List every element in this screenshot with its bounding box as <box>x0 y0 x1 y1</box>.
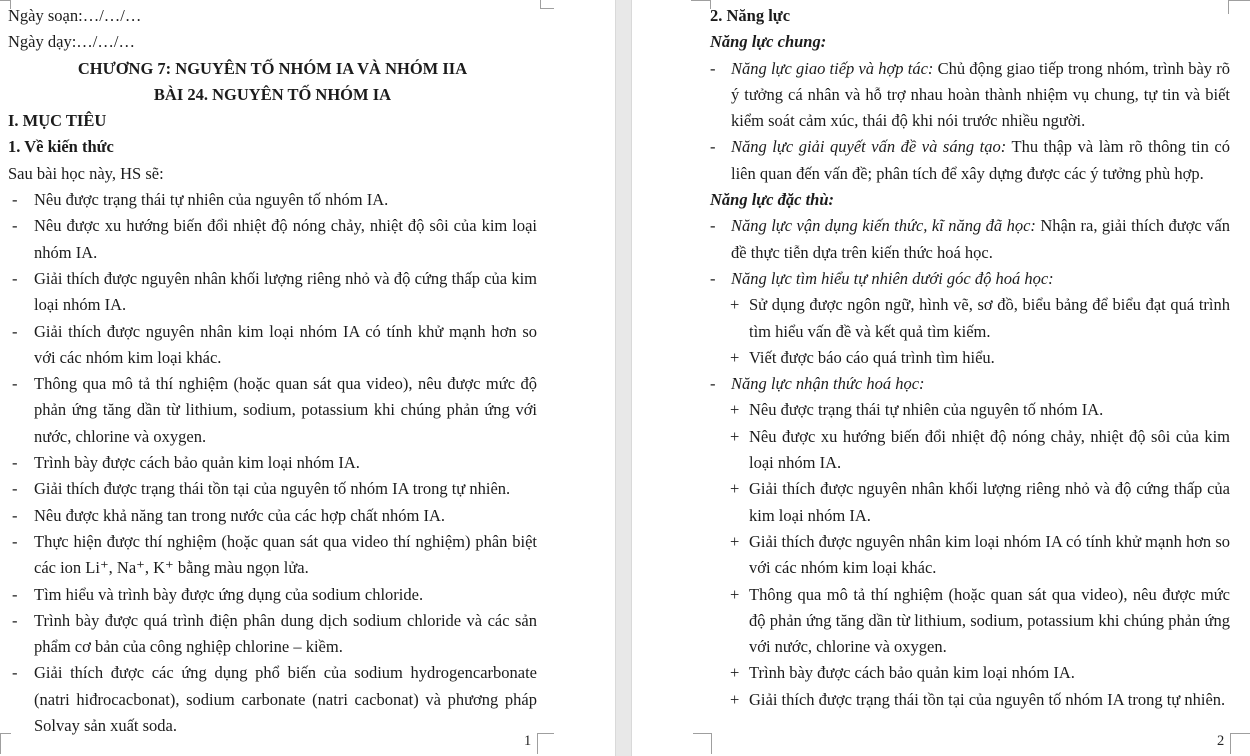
objective-item: - Giải thích được nguyên nhân khối lượng riêng nhỏ và độ cứng thấp của kim loại nhóm IA. <box>8 266 537 319</box>
dash-bullet-marker: - <box>12 505 18 525</box>
plus-bullet-marker: + <box>730 689 740 709</box>
competency-subitem: + Giải thích được nguyên nhân khối lượng riêng nhỏ và độ cứng thấp của kim loại nhóm IA. <box>710 476 1230 529</box>
dash-bullet-marker: - <box>12 453 18 473</box>
page-gutter <box>615 0 632 756</box>
plus-bullet-marker: + <box>730 584 740 604</box>
competency-subheading: Năng lực chung: <box>710 32 827 52</box>
page-1-content <box>8 3 537 739</box>
dash-bullet-marker: - <box>710 268 716 288</box>
objective-item: - Trình bày được cách bảo quản kim loại nhóm IA. <box>8 450 537 476</box>
dash-bullet-marker: - <box>12 216 18 236</box>
dash-bullet-marker: - <box>12 479 18 499</box>
plus-bullet-marker: + <box>730 663 740 683</box>
plus-bullet-marker: + <box>730 479 740 499</box>
objective-item: - Nêu được khả năng tan trong nước của các hợp chất nhóm IA. <box>8 503 537 529</box>
dash-bullet-marker: - <box>12 321 18 341</box>
page-number: 1 <box>524 733 532 749</box>
competency-lead-label: Năng lực vận dụng kiến thức, kĩ năng đã học: <box>731 216 1036 236</box>
competency-lead-label: Năng lực nhận thức hoá học: <box>731 374 925 394</box>
objective-item: - Giải thích được các ứng dụng phổ biến của sodium hydrogencarbonate (natri hiđrocacbonat), sodium carbonate (natri cacbonat) và phương pháp Solvay sản xuất soda. <box>8 660 537 739</box>
section-heading: I. MỤC TIÊU <box>8 111 107 131</box>
competency-lead-label: Năng lực tìm hiểu tự nhiên dưới góc độ hoá học: <box>731 268 1054 288</box>
plus-bullet-marker: + <box>730 426 740 446</box>
competency-lead-label: Năng lực giải quyết vấn đề và sáng tạo: <box>731 137 1007 157</box>
crop-mark-bottom-right-icon <box>1230 733 1250 754</box>
document-page-2[interactable] <box>632 0 1250 756</box>
dash-bullet-marker: - <box>12 610 18 630</box>
plus-bullet-marker: + <box>730 400 740 420</box>
objective-item: - Giải thích được nguyên nhân kim loại nhóm IA có tính khử mạnh hơn so với các nhóm kim loại khác. <box>8 319 537 372</box>
competency-item <box>710 371 1230 397</box>
competency-item: - Năng lực giải quyết vấn đề và sáng tạo: Thu thập và làm rõ thông tin có liên quan đến vấn đề; phân tích để xây dựng được các ý tưởng phù hợp. <box>710 134 1230 187</box>
page-number: 2 <box>1217 733 1225 749</box>
competency-item <box>710 266 1230 292</box>
subsection-heading: 1. Về kiến thức <box>8 137 114 157</box>
competency-subitem: + Giải thích được nguyên nhân kim loại nhóm IA có tính khử mạnh hơn so với các nhóm kim loại khác. <box>710 529 1230 582</box>
dash-bullet-marker: - <box>12 268 18 288</box>
competency-subitem: + Thông qua mô tả thí nghiệm (hoặc quan sát qua video), nêu được mức độ phản ứng tăng dần từ lithium, sodium, potassium khi chúng phản ứng với nước, chlorine và oxygen. <box>710 582 1230 661</box>
competency-subitem: + Nêu được xu hướng biến đổi nhiệt độ nóng chảy, nhiệt độ sôi của kim loại nhóm IA. <box>710 424 1230 477</box>
dash-bullet-marker: - <box>12 190 18 210</box>
plus-bullet-marker: + <box>730 347 740 367</box>
competency-subitem: + Nêu được trạng thái tự nhiên của nguyên tố nhóm IA. <box>710 397 1230 423</box>
competency-subitem: + Sử dụng được ngôn ngữ, hình vẽ, sơ đồ, biểu bảng để biểu đạt quá trình tìm hiểu vấn đề và kết quả tìm kiếm. <box>710 292 1230 345</box>
date-line-day: Ngày dạy:…/…/… <box>8 32 135 52</box>
dash-bullet-marker: - <box>12 531 18 551</box>
objective-item: - Nêu được trạng thái tự nhiên của nguyên tố nhóm IA. <box>8 187 537 213</box>
competency-item: - Năng lực vận dụng kiến thức, kĩ năng đã học: Nhận ra, giải thích được vấn đề thực tiễn dựa trên kiến thức hoá học. <box>710 213 1230 266</box>
crop-mark-bottom-right-icon <box>537 733 554 754</box>
document-page-1[interactable] <box>0 0 615 756</box>
dash-bullet-marker: - <box>710 58 716 78</box>
competency-subitem: + Viết được báo cáo quá trình tìm hiểu. <box>710 345 1230 371</box>
objective-item: - Thông qua mô tả thí nghiệm (hoặc quan sát qua video), nêu được mức độ phản ứng tăng dần từ lithium, sodium, potassium khi chúng phản ứng với nước, chlorine và oxygen. <box>8 371 537 450</box>
objective-item: - Nêu được xu hướng biến đổi nhiệt độ nóng chảy, nhiệt độ sôi của kim loại nhóm IA. <box>8 213 537 266</box>
dash-bullet-marker: - <box>12 663 18 683</box>
objective-item: - Giải thích được trạng thái tồn tại của nguyên tố nhóm IA trong tự nhiên. <box>8 476 537 502</box>
crop-mark-top-right-icon <box>540 0 554 9</box>
competency-subitem: + Trình bày được cách bảo quản kim loại nhóm IA. <box>710 660 1230 686</box>
objective-item: - Tìm hiểu và trình bày được ứng dụng của sodium chloride. <box>8 582 537 608</box>
lesson-title: BÀI 24. NGUYÊN TỐ NHÓM IA <box>153 84 392 104</box>
dash-bullet-marker: - <box>12 374 18 394</box>
date-line-soan: Ngày soạn:…/…/… <box>8 6 142 25</box>
competency-item: - Năng lực giao tiếp và hợp tác: Chủ động giao tiếp trong nhóm, trình bày rõ ý tưởng cá nhân và hỗ trợ nhau hoàn thành nhiệm vụ chung, tự tin và biết kiểm soát cảm xúc, thái độ khi nói trước nhiều người. <box>710 56 1230 135</box>
dash-bullet-marker: - <box>710 137 716 157</box>
plus-bullet-marker: + <box>730 531 740 551</box>
crop-mark-top-left-icon <box>691 0 711 9</box>
plus-bullet-marker: + <box>730 295 740 315</box>
crop-mark-bottom-left-icon <box>693 733 712 754</box>
crop-mark-top-right-icon <box>1228 0 1250 14</box>
page-2-content <box>710 3 1230 713</box>
dash-bullet-marker: - <box>710 216 716 236</box>
competency-lead-label: Năng lực giao tiếp và hợp tác: <box>731 58 934 78</box>
objective-item: - Trình bày được quá trình điện phân dung dịch sodium chloride và các sản phẩm cơ bản của công nghiệp chlorine – kiềm. <box>8 608 537 661</box>
section-heading: 2. Năng lực <box>710 6 791 25</box>
intro-paragraph: Sau bài học này, HS sẽ: <box>8 163 164 183</box>
competency-subitem: + Giải thích được trạng thái tồn tại của nguyên tố nhóm IA trong tự nhiên. <box>710 687 1230 713</box>
chapter-title: CHƯƠNG 7: NGUYÊN TỐ NHÓM IA VÀ NHÓM IIA <box>77 58 468 78</box>
dash-bullet-marker: - <box>710 374 716 394</box>
competency-subheading: Năng lực đặc thù: <box>710 190 835 210</box>
dash-bullet-marker: - <box>12 584 18 604</box>
objective-item: - Thực hiện được thí nghiệm (hoặc quan sát qua video thí nghiệm) phân biệt các ion Li⁺, Na⁺, K⁺ bằng màu ngọn lửa. <box>8 529 537 582</box>
